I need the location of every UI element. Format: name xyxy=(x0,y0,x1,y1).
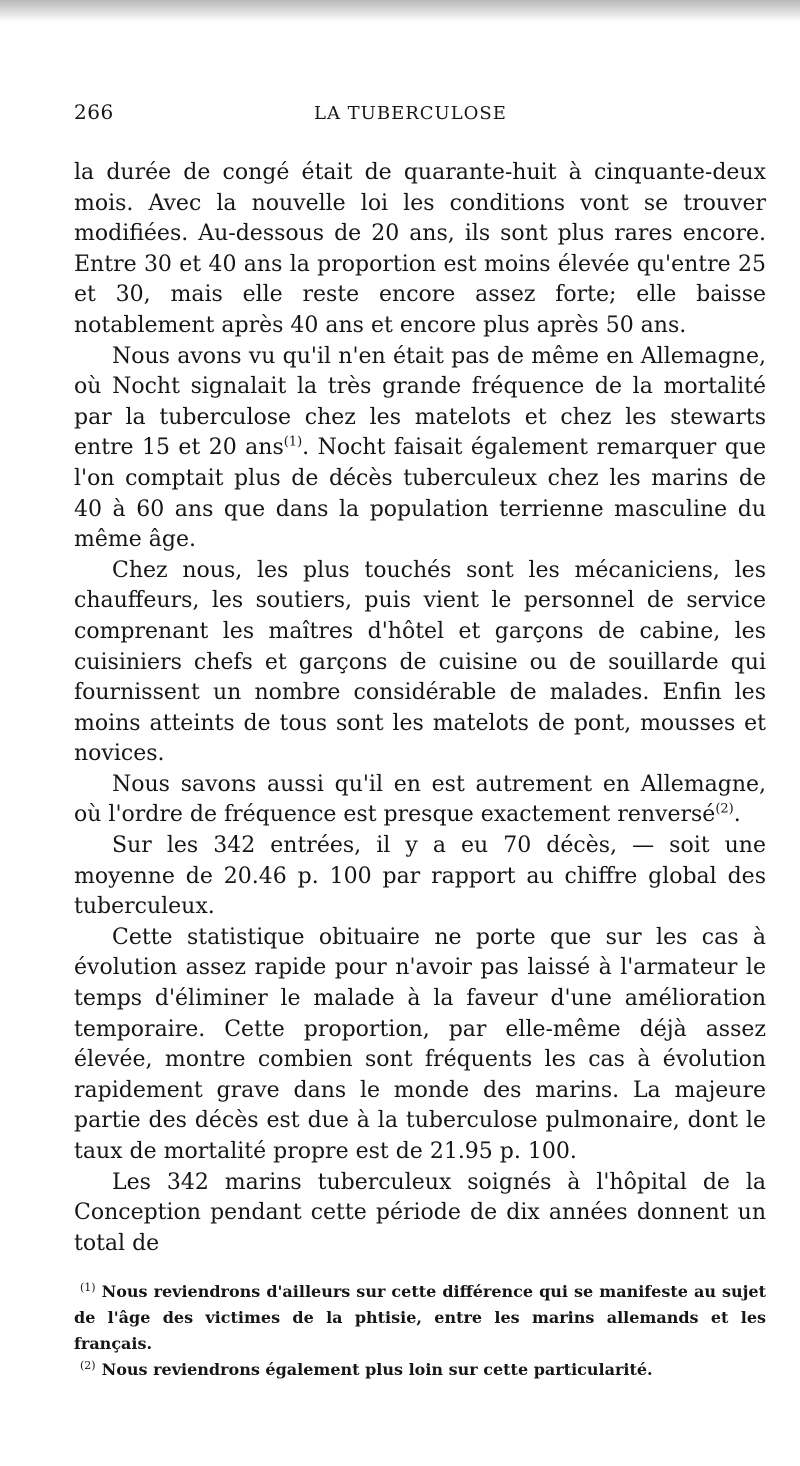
paragraph xyxy=(74,342,766,556)
footnote-marker: (2) xyxy=(80,1359,96,1373)
footnote-marker: (1) xyxy=(80,1281,96,1295)
footnotes xyxy=(74,1279,766,1383)
book-page xyxy=(74,100,766,1383)
paragraph xyxy=(74,770,766,831)
footnote-reference: (2) xyxy=(715,802,734,818)
footnote-text: Nous reviendrons d'ailleurs sur cette différence qui se manifeste au sujet de l'âge des victimes de la phtisie, entre les marins allemands et les français. xyxy=(74,1282,766,1354)
paragraph-text: Cette statistique obituaire ne porte que sur les cas à évolution assez rapide pour n'avoir pas laissé à l'armateur le temps d'éliminer le malade à la faveur d'une amélioration temporaire. Cette proportion, par elle-même déjà assez élevée, montre combien sont fréquents les cas à évolution rapidement grave dans le monde des marins. La majeure partie des décès est due à la tuberculose pulmonaire, dont le taux de mortalité propre est de 21.95 p. 100. xyxy=(74,924,766,1164)
paragraph xyxy=(74,1168,766,1260)
running-title: LA TUBERCULOSE xyxy=(314,103,507,124)
footnote xyxy=(74,1279,766,1357)
paragraph-text: . Nocht faisait également remarquer que l'on comptait plus de décès tuberculeux chez les marins de 40 à 60 ans que dans la population terrienne masculine du même âge. xyxy=(74,435,766,553)
paragraph-text: Chez nous, les plus touchés sont les mécaniciens, les chauffeurs, les soutiers, puis vient le personnel de service comprenant les maîtres d'hôtel et garçons de cabine, les cuisiniers chefs et garçons de cuisine ou de souillarde qui fournissent un nombre considérable de malades. Enfin les moins atteints de tous sont les matelots de pont, mousses et novices. xyxy=(74,557,766,767)
paragraph-text: Nous avons vu qu'il n'en était pas de même en Allemagne, où Nocht signalait la très grande fréquence de la mortalité par la tuberculose chez les matelots et chez les stewarts entre 15 et 20 ans xyxy=(74,343,766,461)
body-text xyxy=(74,158,766,1259)
paragraph xyxy=(74,831,766,923)
paragraph-text: . xyxy=(733,802,741,828)
scan-page-edge xyxy=(0,0,800,22)
paragraph xyxy=(74,158,766,342)
paragraph-text: Nous savons aussi qu'il en est autrement en Allemagne, où l'ordre de fréquence est presque exactement renversé xyxy=(74,771,766,828)
paragraph-text: la durée de congé était de quarante-huit à cinquante-deux mois. Avec la nouvelle loi les conditions vont se trouver modifiées. Au-dessous de 20 ans, ils sont plus rares encore. Entre 30 et 40 ans la proportion est moins élevée qu'entre 25 et 30, mais elle reste encore assez forte; elle baisse notablement après 40 ans et encore plus après 50 ans. xyxy=(74,160,766,338)
paragraph xyxy=(74,923,766,1168)
footnote xyxy=(74,1357,766,1383)
paragraph-text: Les 342 marins tuberculeux soignés à l'hôpital de la Conception pendant cette période de dix années donnent un total de xyxy=(74,1169,766,1256)
footnote-text: Nous reviendrons également plus loin sur cette particularité. xyxy=(101,1360,653,1380)
paragraph xyxy=(74,556,766,770)
running-head xyxy=(74,100,766,134)
footnote-reference: (1) xyxy=(283,435,303,451)
page-number: 266 xyxy=(74,100,114,124)
paragraph-text: Sur les 342 entrées, il y a eu 70 décès, — soit une moyenne de 20.46 p. 100 par rapport au chiffre global des tuberculeux. xyxy=(74,833,766,920)
